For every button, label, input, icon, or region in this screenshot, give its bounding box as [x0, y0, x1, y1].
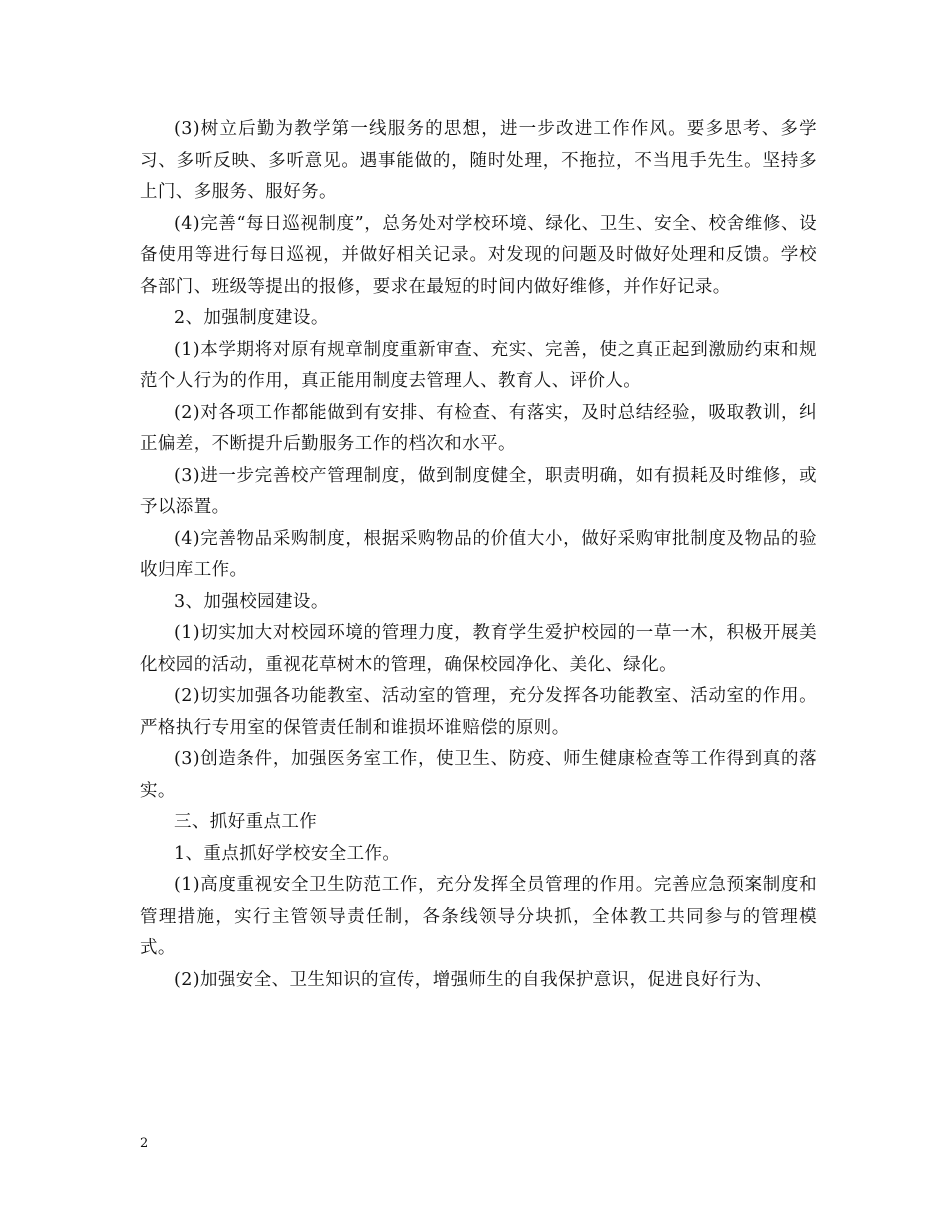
- paragraph-9: (3)创造条件，加强医务室工作，使卫生、防疫、师生健康检查等工作得到真的落实。: [140, 749, 817, 801]
- paragraph-10: (1)高度重视安全卫生防范工作，充分发挥全员管理的作用。完善应急预案制度和管理措施，实行主管领导责任制，各条线领导分块抓，全体教工共同参与的管理模式。: [140, 875, 817, 958]
- chapter-heading-3: 三、抓好重点工作: [174, 812, 318, 832]
- paragraph-3: (1)本学期将对原有规章制度重新审查、充实、完善，使之真正起到激励约束和规范个人行为的作用，真正能用制度去管理人、教育人、评价人。: [140, 339, 817, 391]
- section-heading-2: 2、加强制度建设。: [174, 308, 329, 328]
- document-body: [140, 114, 817, 996]
- section-heading-1: 1、重点抓好学校安全工作。: [174, 843, 401, 864]
- paragraph-6: (4)完善物品采购制度，根据采购物品的价值大小，做好采购审批制度及物品的验收归库工作。: [140, 528, 817, 580]
- paragraph-11: (2)加强安全、卫生知识的宣传，增强师生的自我保护意识，促进良好行为、: [174, 969, 773, 990]
- paragraph-5: (3)进一步完善校产管理制度，做到制度健全，职责明确，如有损耗及时维修，或予以添置。: [140, 465, 817, 517]
- paragraph-8: (2)切实加强各功能教室、活动室的管理，充分发挥各功能教室、活动室的作用。严格执行专用室的保管责任制和谁损坏谁赔偿的原则。: [140, 686, 817, 738]
- paragraph-1: (3)树立后勤为教学第一线服务的思想，进一步改进工作作风。要多思考、多学习、多听反映、多听意见。遇事能做的，随时处理，不拖拉，不当甩手先生。坚持多上门、多服务、服好务。: [140, 119, 817, 202]
- paragraph-4: (2)对各项工作都能做到有安排、有检查、有落实，及时总结经验，吸取教训，纠正偏差，不断提升后勤服务工作的档次和水平。: [140, 402, 817, 454]
- section-heading-3: 3、加强校园建设。: [174, 591, 329, 612]
- paragraph-7: (1)切实加大对校园环境的管理力度，教育学生爱护校园的一草一木，积极开展美化校园的活动，重视花草树木的管理，确保校园净化、美化、绿化。: [140, 623, 817, 675]
- paragraph-2: (4)完善“每日巡视制度”，总务处对学校环境、绿化、卫生、安全、校舍维修、设备使用等进行每日巡视，并做好相关记录。对发现的问题及时做好处理和反馈。学校各部门、班级等提出的报修，要求在最短的时间内做好维修，并作好记录。: [140, 213, 817, 297]
- page-number: 2: [140, 1136, 149, 1151]
